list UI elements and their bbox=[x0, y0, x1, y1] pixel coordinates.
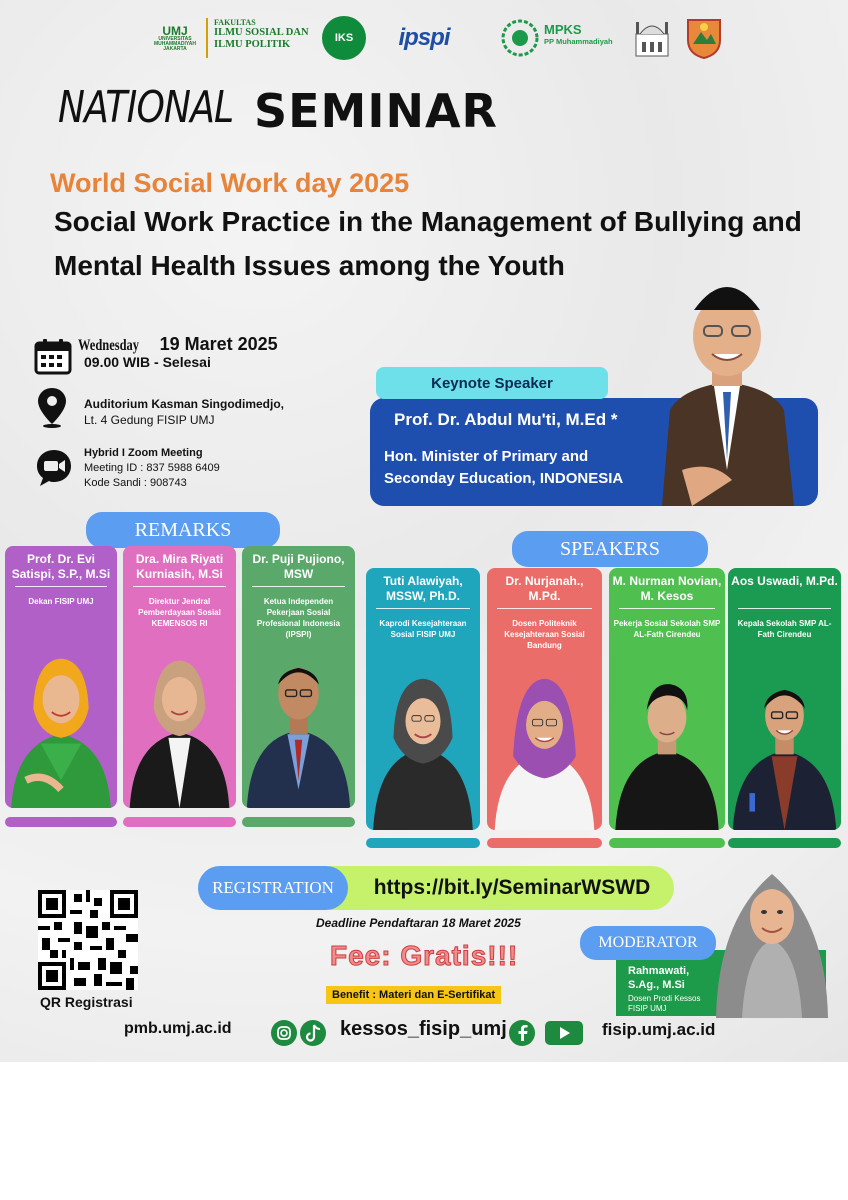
date-block bbox=[78, 336, 278, 371]
event-time: 09.00 WIB - Selesai bbox=[84, 354, 211, 370]
keynote-role bbox=[384, 446, 623, 490]
speaker-role: Kaprodi Kesejahteraan Sosial FISIP UMJ bbox=[379, 619, 467, 639]
calendar-icon bbox=[34, 338, 74, 378]
remarks-photo bbox=[123, 642, 236, 808]
remarks-card bbox=[5, 546, 117, 808]
faculty-logo-text bbox=[206, 18, 322, 58]
remarks-color-bar bbox=[123, 817, 236, 827]
remarks-photo bbox=[242, 642, 355, 808]
speaker-divider bbox=[619, 608, 715, 609]
speaker-role: Kepala Sekolah SMP AL-Fath Cirendeu bbox=[737, 619, 832, 639]
remarks-role: Dekan FISIP UMJ bbox=[28, 597, 94, 606]
speaker-divider bbox=[738, 608, 831, 609]
mpks-logo-text bbox=[544, 22, 626, 56]
speaker-card bbox=[366, 568, 480, 830]
remarks-color-bar bbox=[242, 817, 355, 827]
speakers-label: SPEAKERS bbox=[512, 531, 708, 567]
fee-text: Fee: Gratis!!! bbox=[330, 940, 519, 971]
logo-row bbox=[150, 12, 730, 64]
zoom-block bbox=[84, 446, 220, 491]
benefit-badge: Benefit : Materi dan E-Sertifikat bbox=[326, 986, 501, 1004]
moderator-role-line2: FISIP UMJ bbox=[628, 1004, 667, 1013]
qr-label: QR Registrasi bbox=[40, 994, 133, 1010]
moderator-name-line1: Rahmawati, bbox=[628, 965, 690, 977]
keynote-label: Keynote Speaker bbox=[376, 367, 608, 399]
moderator-role-line1: Dosen Prodi Kessos bbox=[628, 994, 701, 1003]
mosque-logo-icon bbox=[634, 16, 670, 60]
youtube-icon[interactable] bbox=[544, 1019, 584, 1047]
video-camera-icon bbox=[34, 448, 74, 488]
moderator-role bbox=[628, 994, 700, 1014]
remarks-role: Ketua Independen Pekerjaan Sosial Profesional Indonesia (IPSPI) bbox=[256, 597, 341, 639]
keynote-speaker-photo bbox=[652, 270, 802, 506]
faculty-line1: FAKULTAS bbox=[214, 18, 256, 27]
speaker-name: Dr. Nurjanah., M.Pd. bbox=[505, 574, 584, 603]
iks-logo-text: IKS bbox=[334, 31, 354, 44]
registration-label: REGISTRATION bbox=[198, 866, 348, 910]
speaker-name: Tuti Alawiyah, MSSW, Ph.D. bbox=[383, 574, 463, 603]
remarks-label: REMARKS bbox=[86, 512, 280, 548]
remarks-divider bbox=[133, 586, 226, 587]
remarks-photo bbox=[5, 642, 117, 808]
speaker-photo bbox=[487, 664, 602, 830]
keynote-role-line1: Hon. Minister of Primary and bbox=[384, 448, 589, 465]
footer-social-icons bbox=[270, 1018, 330, 1048]
remarks-role: Direktur Jendral Pemberdayaan Sosial KEMENSOS RI bbox=[138, 597, 221, 628]
speaker-role: Dosen Politeknik Kesejahteraan Sosial Bandung bbox=[504, 619, 585, 650]
location-pin-icon bbox=[34, 386, 74, 426]
speaker-color-bar bbox=[728, 838, 841, 848]
speaker-card bbox=[487, 568, 602, 830]
keynote-name: Prof. Dr. Abdul Mu'ti, M.Ed * bbox=[394, 410, 618, 429]
headline-national: NATIONAL bbox=[58, 82, 234, 133]
speaker-color-bar bbox=[487, 838, 602, 848]
zoom-title: Hybrid I Zoom Meeting bbox=[84, 447, 203, 459]
venue-line2: Lt. 4 Gedung FISIP UMJ bbox=[84, 413, 215, 427]
remarks-card bbox=[123, 546, 236, 808]
iks-logo bbox=[322, 16, 366, 60]
remarks-color-bar bbox=[5, 817, 117, 827]
remarks-divider bbox=[252, 586, 345, 587]
remarks-card bbox=[242, 546, 355, 808]
zoom-passcode: Kode Sandi : 908743 bbox=[84, 477, 187, 489]
headline-seminar: SEMINAR bbox=[254, 84, 498, 138]
mpks-subtitle: PP Muhammadiyah bbox=[544, 37, 613, 46]
speaker-color-bar bbox=[366, 838, 480, 848]
umj-logo-text: UMJ bbox=[162, 23, 188, 38]
speaker-color-bar bbox=[609, 838, 725, 848]
speaker-photo bbox=[609, 664, 725, 830]
zoom-meeting-id: Meeting ID : 837 5988 6409 bbox=[84, 462, 220, 474]
speaker-photo bbox=[728, 664, 841, 830]
moderator-label: MODERATOR bbox=[580, 926, 716, 960]
speaker-card bbox=[728, 568, 841, 830]
mpks-title: MPKS bbox=[544, 22, 582, 37]
mpks-emblem-icon bbox=[498, 16, 542, 60]
facebook-icon[interactable] bbox=[508, 1019, 536, 1047]
speaker-divider bbox=[376, 608, 470, 609]
ipspi-logo bbox=[378, 20, 470, 56]
remarks-name: Dr. Puji Pujiono, MSW bbox=[252, 552, 345, 581]
footer-website-fisip[interactable]: fisip.umj.ac.id bbox=[602, 1020, 716, 1039]
event-date: 19 Maret 2025 bbox=[159, 334, 278, 354]
keynote-role-line2: Seconday Education, INDONESIA bbox=[384, 470, 624, 487]
footer-website-pmb[interactable]: pmb.umj.ac.id bbox=[124, 1020, 232, 1037]
qr-code-icon[interactable] bbox=[38, 890, 138, 990]
event-title: World Social Work day 2025 bbox=[50, 168, 410, 198]
venue-block bbox=[84, 396, 284, 428]
seminar-theme: Social Work Practice in the Management of Bullying and Mental Health Issues among the Youth bbox=[54, 206, 802, 281]
event-day: Wednesday bbox=[78, 337, 140, 354]
speaker-role: Pekerja Sosial Sekolah SMP AL-Fath Cirendeu bbox=[613, 619, 721, 639]
registration-link[interactable]: https://bit.ly/SeminarWSWD bbox=[330, 866, 674, 910]
footer-social-handle[interactable]: kessos_fisip_umj bbox=[340, 1018, 507, 1040]
faculty-line2: ILMU SOSIAL DAN ILMU POLITIK bbox=[214, 27, 309, 50]
speaker-card bbox=[609, 568, 725, 830]
speaker-name: Aos Uswadi, M.Pd. bbox=[731, 574, 838, 588]
venue-line1: Auditorium Kasman Singodimedjo, bbox=[84, 397, 285, 411]
speaker-name: M. Nurman Novian, M. Kesos bbox=[612, 574, 722, 603]
ipspi-logo-text: ipspi bbox=[398, 24, 450, 51]
speaker-divider bbox=[497, 608, 592, 609]
umj-logo-subtext: UNIVERSITAS MUHAMMADIYAH JAKARTA bbox=[153, 35, 197, 52]
remarks-name: Dra. Mira Riyati Kurniasih, M.Si bbox=[135, 552, 224, 581]
remarks-name: Prof. Dr. Evi Satispi, S.P., M.Si bbox=[11, 552, 111, 581]
registration-deadline: Deadline Pendaftaran 18 Maret 2025 bbox=[316, 916, 521, 930]
shield-logo-icon bbox=[684, 16, 724, 60]
umj-logo bbox=[150, 16, 200, 60]
remarks-divider bbox=[15, 586, 107, 587]
moderator-name bbox=[628, 964, 689, 992]
moderator-name-line2: S.Ag., M.Si bbox=[628, 979, 685, 991]
speaker-photo bbox=[366, 664, 480, 830]
moderator-photo bbox=[712, 860, 832, 1018]
